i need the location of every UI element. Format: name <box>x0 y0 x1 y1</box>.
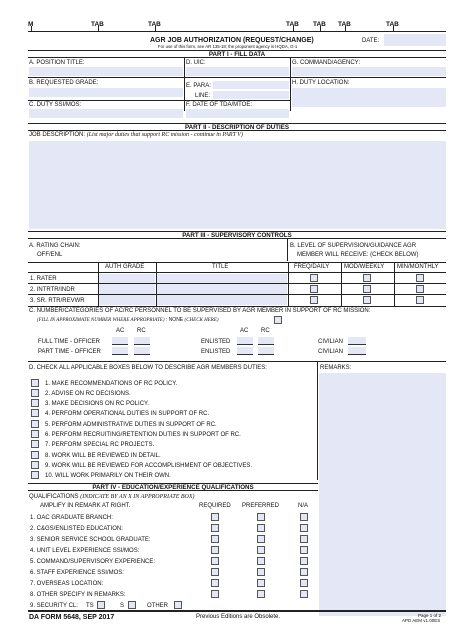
qual-6-na-checkbox[interactable] <box>300 568 308 576</box>
part4-header: PART IV - EDUCATION/EXPERIENCE QUALIFICATIONS <box>28 483 318 491</box>
level-supervision-sub: MEMBER WILL RECEIVE: (CHECK BELOW) <box>297 252 419 258</box>
para-label: E. PARA: <box>186 83 211 89</box>
mod-weekly-checkbox-3[interactable] <box>363 296 371 304</box>
other-checkbox[interactable] <box>174 601 182 609</box>
sr-rtr-label: 3. SR. RTR/REVWR <box>30 298 85 304</box>
job-description-field[interactable] <box>29 141 446 229</box>
col-auth-grade: AUTH GRADE <box>105 264 145 270</box>
qual-2-required-checkbox[interactable] <box>211 524 219 532</box>
ft-enlisted-rc-field[interactable] <box>258 337 274 344</box>
qual-item-4: 4. UNIT LEVEL EXPERIENCE SSI/MOS: <box>30 548 140 554</box>
ft-officer-rc-field[interactable] <box>134 337 150 344</box>
personnel-note: (FILL IN APPROXIMATE NUMBER WHERE APPROPRIATE) : NONE (CHECK HERE) <box>37 317 219 323</box>
tab-marker-5: TAB <box>338 21 351 28</box>
civilian-label-2: CIVILIAN <box>318 349 344 355</box>
page-number: Page 1 of 2 <box>418 613 442 618</box>
uic-label: D. UIC: <box>186 60 206 66</box>
qual-6-preferred-checkbox[interactable] <box>257 568 265 576</box>
none-checkbox[interactable] <box>274 316 282 324</box>
qual-6-required-checkbox[interactable] <box>211 568 219 576</box>
duty-item-9: 9. WORK WILL BE REVIEWED FOR ACCOMPLISHMENT OF OBJECTIVES. <box>45 463 253 469</box>
other-label: OTHER <box>147 603 168 609</box>
rc-header-1: RC <box>137 328 146 334</box>
min-monthly-checkbox-1[interactable] <box>416 274 424 282</box>
para-field[interactable] <box>213 81 289 89</box>
qual-item-5: 5. COMMAND/SUPERVISORY EXPERIENCE: <box>30 559 156 565</box>
qual-5-required-checkbox[interactable] <box>211 557 219 565</box>
enlisted-label-2: ENLISTED <box>201 349 231 355</box>
duty-location-label: H. DUTY LOCATION: <box>292 80 350 86</box>
col-preferred: PREFERRED <box>242 503 280 509</box>
duty-item-8: 8. WORK WILL BE REVIEWED IN DETAIL. <box>45 453 161 459</box>
rater-label: 1. RATER <box>30 276 57 282</box>
min-monthly-checkbox-3[interactable] <box>416 296 424 304</box>
rating-chain-label: A. RATING CHAIN: <box>29 243 81 249</box>
form-title: AGR JOB AUTHORIZATION (REQUEST/CHANGE) <box>150 37 314 44</box>
duty-checkbox-2[interactable] <box>31 389 39 397</box>
duty-item-10: 10. WILL WORK PRIMARILY ON THEIR OWN. <box>45 473 171 479</box>
pt-civilian-field[interactable] <box>348 347 366 354</box>
ft-officer-ac-field[interactable] <box>112 337 128 344</box>
freq-daily-checkbox-1[interactable] <box>310 274 318 282</box>
col-na: N/A <box>298 503 309 509</box>
qual-5-preferred-checkbox[interactable] <box>257 557 265 565</box>
col-min-monthly: MIN/MONTHLY <box>397 264 439 270</box>
pt-officer-rc-field[interactable] <box>134 347 150 354</box>
part1-header: PART I - FILL DATA <box>28 50 446 58</box>
qual-3-required-checkbox[interactable] <box>211 535 219 543</box>
personnel-categories-label: C. NUMBER/CATEGORIES OF AC/RC PERSONNEL TO BE SUPERVISED BY AGR MEMBER IN SUPPORT OF RC MISSION: <box>29 308 371 314</box>
freq-daily-checkbox-2[interactable] <box>310 285 318 293</box>
uic-field[interactable] <box>186 67 289 76</box>
mod-weekly-checkbox-2[interactable] <box>363 285 371 293</box>
ts-checkbox[interactable] <box>97 601 105 609</box>
enlisted-label-1: ENLISTED <box>201 339 231 345</box>
part2-header: PART II - DESCRIPTION OF DUTIES <box>28 123 446 131</box>
ft-enlisted-ac-field[interactable] <box>237 337 253 344</box>
duty-checkbox-5[interactable] <box>31 420 39 428</box>
freq-daily-checkbox-3[interactable] <box>310 296 318 304</box>
title-fields[interactable] <box>157 274 287 305</box>
pt-enlisted-ac-field[interactable] <box>237 347 253 354</box>
civilian-label-1: CIVILIAN <box>318 339 344 345</box>
qual-1-required-checkbox[interactable] <box>211 513 219 521</box>
date-tda-label: F. DATE OF TDA/MTOE: <box>186 102 253 108</box>
tab-marker-6: TAB <box>386 21 399 28</box>
qual-4-required-checkbox[interactable] <box>211 546 219 554</box>
level-supervision-label: B. LEVEL OF SUPERVISION/GUIDANCE AGR <box>290 243 417 249</box>
qual-item-7: 7. OVERSEAS LOCATION: <box>30 581 104 587</box>
qual-item-2: 2. C&GS/ENLISTED EDUCATION: <box>30 526 123 532</box>
tab-marker-2: TAB <box>148 21 161 28</box>
ac-header-1: AC <box>116 328 125 334</box>
qual-4-preferred-checkbox[interactable] <box>257 546 265 554</box>
qual-2-na-checkbox[interactable] <box>300 524 308 532</box>
duty-checkbox-10[interactable] <box>31 471 39 479</box>
duty-item-5: 5. PERFORM ADMINISTRATIVE DUTIES IN SUPPORT OF RC. <box>45 422 217 428</box>
security-label: 9. SECURITY CL: <box>30 603 78 609</box>
qual-item-1: 1. OAC GRADUATE BRANCH: <box>30 515 113 521</box>
min-monthly-checkbox-2[interactable] <box>416 285 424 293</box>
duty-checkbox-3[interactable] <box>31 399 39 407</box>
qual-3-preferred-checkbox[interactable] <box>257 535 265 543</box>
duty-item-6: 6. PERFORM RECRUITING/RETENTION DUTIES IN SUPPORT OF RC. <box>45 432 241 438</box>
line-label: LINE: <box>195 93 211 99</box>
rc-header-2: RC <box>261 328 270 334</box>
qual-7-na-checkbox[interactable] <box>300 579 308 587</box>
ft-civilian-field[interactable] <box>348 337 366 344</box>
auth-grade-fields[interactable] <box>99 274 155 305</box>
command-label: G. COMMAND/AGENCY: <box>292 60 361 66</box>
apd-version: APD AEM v1.00ES <box>402 618 441 623</box>
col-freq-daily: FREQ/DAILY <box>294 264 330 270</box>
duty-checkbox-4[interactable] <box>31 409 39 417</box>
ac-header-2: AC <box>240 328 249 334</box>
col-mod-weekly: MOD/WEEKLY <box>344 264 385 270</box>
remarks-field[interactable] <box>319 373 446 616</box>
duty-checkbox-7[interactable] <box>31 440 39 448</box>
tab-marker-1: TAB <box>91 21 104 28</box>
qual-item-6: 6. STAFF EXPERIENCE SSI/MOS: <box>30 570 124 576</box>
line-field[interactable] <box>213 91 289 99</box>
qual-2-preferred-checkbox[interactable] <box>257 524 265 532</box>
intrtr-label: 2. INTRTR/INDR <box>30 287 75 293</box>
duty-item-3: 3. MAKE DECISIONS ON RC POLICY. <box>45 401 149 407</box>
date-field[interactable] <box>384 34 446 46</box>
pt-enlisted-rc-field[interactable] <box>258 347 274 354</box>
duty-checkbox-1[interactable] <box>31 379 39 387</box>
remarks-label: REMARKS: <box>320 365 352 371</box>
amplify-label: AMPLIFY IN REMARK AT RIGHT. <box>40 503 131 509</box>
col-required: REQUIRED <box>199 503 231 509</box>
duty-checkbox-6[interactable] <box>31 430 39 438</box>
part-time-officer-label: PART TIME - OFFICER <box>38 349 101 355</box>
m-marker: M <box>28 21 34 28</box>
duties-checklist-label: D. CHECK ALL APPLICABLE BOXES BELOW TO DESCRIBE AGR MEMBERS DUTIES: <box>29 365 267 371</box>
duty-ssi-field[interactable] <box>29 109 183 118</box>
full-time-officer-label: FULL TIME - OFFICER <box>38 339 101 345</box>
qual-3-na-checkbox[interactable] <box>300 535 308 543</box>
duty-checkbox-9[interactable] <box>31 461 39 469</box>
requested-grade-label: B. REQUESTED GRADE: <box>29 80 99 86</box>
qual-8-required-checkbox[interactable] <box>211 590 219 598</box>
position-title-label: A. POSITION TITLE: <box>29 60 85 66</box>
form-subtitle: For use of this form, see AR 135-18; the proponent agency is HQDA, G-1 <box>158 44 298 49</box>
s-label: S <box>120 603 125 609</box>
qual-4-na-checkbox[interactable] <box>300 546 308 554</box>
tab-marker-4: TAB <box>313 21 326 28</box>
duty-item-2: 2. ADVISE ON RC DECISIONS. <box>45 391 131 397</box>
duty-item-4: 4. PERFORM OPERATIONAL DUTIES IN SUPPORT OF RC. <box>45 411 210 417</box>
qual-1-na-checkbox[interactable] <box>300 513 308 521</box>
qual-8-na-checkbox[interactable] <box>300 590 308 598</box>
command-field[interactable] <box>292 67 446 76</box>
qual-item-8: 8. OTHER SPECIFY IN REMARKS: <box>30 592 126 598</box>
ts-label: TS <box>86 603 94 609</box>
duty-location-field[interactable] <box>292 88 446 107</box>
s-checkbox[interactable] <box>128 601 136 609</box>
mod-weekly-checkbox-1[interactable] <box>363 274 371 282</box>
qual-8-preferred-checkbox[interactable] <box>257 590 265 598</box>
duty-ssi-label: C. DUTY SSI/MOS: <box>29 102 82 108</box>
qualifications-label: QUALIFICATIONS (INDICATE BY AN X IN APPROPRIATE BOX) <box>29 494 195 500</box>
duty-item-1: 1. MAKE RECOMMENDATIONS OF RC POLICY. <box>45 381 178 387</box>
job-description-label: JOB DESCRIPTION: (List major duties that support RC mission - continue in PART V) <box>29 132 243 138</box>
qual-5-na-checkbox[interactable] <box>300 557 308 565</box>
part3-header: PART III - SUPERVISORY CONTROLS <box>28 231 446 239</box>
qual-7-preferred-checkbox[interactable] <box>257 579 265 587</box>
editions-note: Previous Editions are Obsolete. <box>196 614 281 620</box>
form-number: DA FORM 5648, SEP 2017 <box>29 614 115 621</box>
qual-item-3: 3. SENIOR SERVICE SCHOOL GRADUATE: <box>30 537 151 543</box>
duty-item-7: 7. PERFORM SPECIAL RC PROJECTS. <box>45 442 155 448</box>
col-title: TITLE <box>212 264 229 270</box>
date-tda-field[interactable] <box>186 109 289 118</box>
requested-grade-field[interactable] <box>29 88 183 97</box>
pt-officer-ac-field[interactable] <box>112 347 128 354</box>
off-enl-label: OFF/ENL <box>37 252 63 258</box>
date-label: DATE: <box>362 38 380 44</box>
duty-checkbox-8[interactable] <box>31 451 39 459</box>
qual-7-required-checkbox[interactable] <box>211 579 219 587</box>
qual-1-preferred-checkbox[interactable] <box>257 513 265 521</box>
position-title-field[interactable] <box>29 67 183 76</box>
tab-marker-3: TAB <box>286 21 299 28</box>
